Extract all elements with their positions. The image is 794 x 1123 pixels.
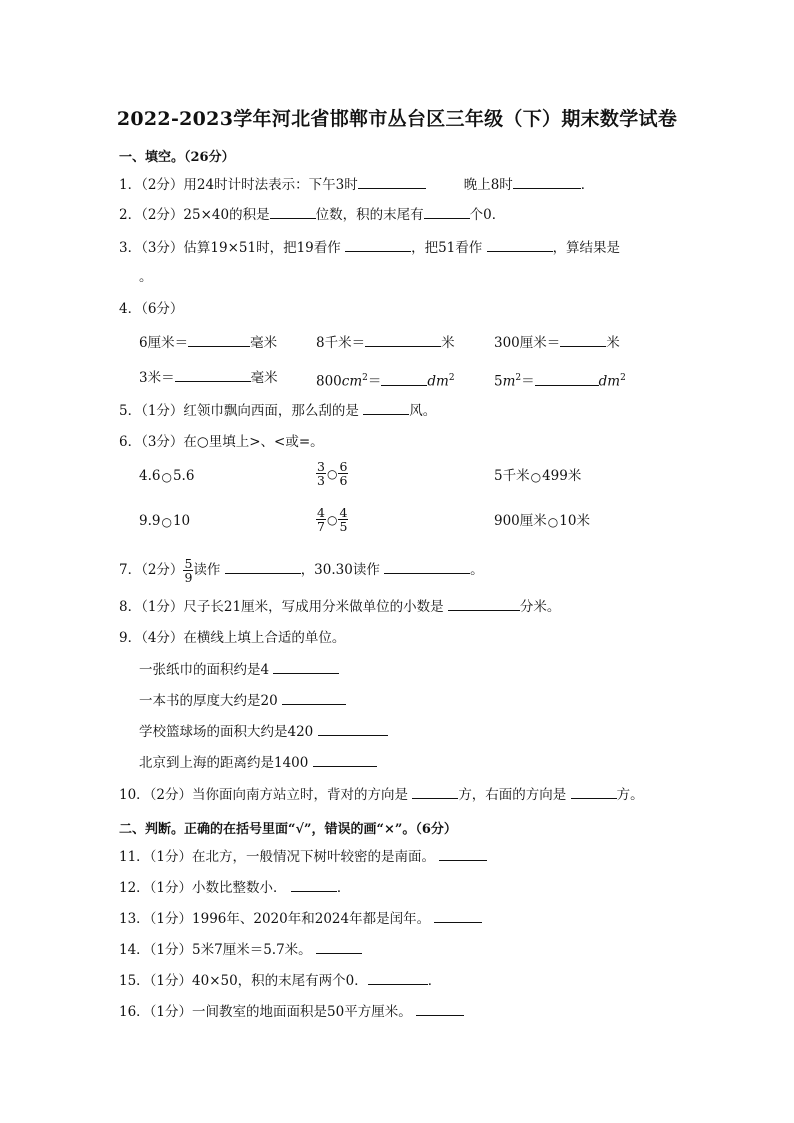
question-6: 6．（3分）在○里填上>、<或=。 (119, 434, 324, 450)
q9-item: 一张纸巾的面积约是4 (139, 661, 339, 679)
q6-compare-1: 4.6○5.6 (139, 468, 195, 484)
section-true-false-heading: 二、判断。正确的在括号里面“√”，错误的画“×”。（6分） (119, 822, 457, 837)
question-4: 4．（6分） (119, 301, 184, 317)
q6-compare-3: 5千米○499米 (494, 468, 582, 484)
answer-blank[interactable] (368, 972, 428, 985)
question-12: 12．（1分）小数比整数小． ． (119, 880, 351, 896)
compare-circle[interactable]: ○ (326, 466, 338, 481)
answer-blank[interactable] (291, 879, 337, 892)
answer-blank[interactable] (434, 910, 482, 923)
answer-blank[interactable] (318, 723, 388, 736)
compare-circle[interactable]: ○ (530, 469, 542, 484)
answer-blank[interactable] (439, 848, 487, 861)
question-10: 10．（2分）当你面向南方站立时，背对的方向是 方，右面的方向是 方。 (119, 787, 644, 803)
compare-circle[interactable]: ○ (547, 514, 559, 529)
q4-item-6: $5m^2= dm^2$ (494, 373, 626, 390)
answer-blank[interactable] (412, 786, 458, 799)
question-13: 13．（1分）1996年、2020年和2024年都是闰年。 (119, 910, 482, 928)
q9-item: 北京到上海的距离约是1400 (139, 754, 377, 772)
question-11: 11．（1分）在北方，一般情况下树叶较密的是南面。 (119, 848, 487, 866)
question-2: 2．（2分）25×40的积是 位数，积的末尾有 个0． (119, 207, 506, 223)
fraction: $\frac{4}{7}$ (317, 505, 325, 534)
fraction: $\frac{5}{9}$ (184, 556, 193, 585)
q4-item-4: 3米＝ 毫米 (139, 370, 278, 386)
answer-blank[interactable] (345, 239, 411, 252)
q6-compare-5 (316, 506, 348, 533)
answer-blank[interactable] (487, 239, 553, 252)
compare-circle[interactable]: ○ (326, 512, 338, 527)
question-5: 5．（1分）红领巾飘向西面，那么刮的是 风。 (119, 403, 437, 419)
question-15: 15．（1分）40×50，积的末尾有两个0． ． (119, 973, 442, 989)
q6-compare-4: 9.9○10 (139, 513, 191, 529)
question-3: 3．（3分）估算19×51时，把19看作 ，把51看作 ，算结果是 (119, 240, 621, 256)
fraction: $\frac{6}{6}$ (339, 459, 348, 488)
answer-blank[interactable] (416, 1003, 464, 1016)
question-7: 7．（2分） $\frac{5}{9}$ 读作 ，30.30读作 。 (119, 556, 484, 585)
q4-item-1: 6厘米＝ 毫米 (139, 335, 278, 351)
question-8: 8．（1分）尺子长21厘米，写成用分米做单位的小数是 分米。 (119, 599, 561, 615)
question-1: 1．（2分）用24时计时法表示：下午3时 晚上8时 ． (119, 177, 595, 193)
answer-blank[interactable] (365, 334, 441, 347)
section-fill-blank-heading: 一、填空。（26分） (119, 150, 235, 165)
answer-blank[interactable] (358, 176, 426, 189)
answer-blank[interactable] (175, 369, 251, 382)
answer-blank[interactable] (535, 373, 599, 386)
q9-item: 学校篮球场的面积大约是420 (139, 723, 388, 741)
exam-title: 2022-2023学年河北省邯郸市丛台区三年级（下）期末数学试卷 (116, 108, 678, 130)
q4-item-2: 8千米＝ 米 (316, 335, 455, 351)
answer-blank[interactable] (448, 598, 520, 611)
answer-blank[interactable] (273, 661, 339, 674)
q6-compare-6: 900厘米○10米 (494, 513, 590, 529)
question-16: 16．（1分）一间教室的地面面积是50平方厘米。 (119, 1003, 464, 1021)
answer-blank[interactable] (560, 334, 606, 347)
answer-blank[interactable] (384, 561, 470, 574)
question-9: 9．（4分）在横线上填上合适的单位。 (119, 630, 346, 646)
answer-blank[interactable] (424, 206, 470, 219)
answer-blank[interactable] (381, 373, 427, 386)
compare-circle[interactable]: ○ (161, 469, 172, 484)
answer-blank[interactable] (282, 692, 346, 705)
answer-blank[interactable] (571, 786, 617, 799)
answer-blank[interactable] (270, 206, 316, 219)
fraction: $\frac{3}{3}$ (317, 459, 325, 488)
answer-blank[interactable] (225, 561, 301, 574)
answer-blank[interactable] (363, 402, 409, 415)
answer-blank[interactable] (188, 334, 250, 347)
q9-item: 一本书的厚度大约是20 (139, 692, 346, 710)
q6-compare-2 (316, 460, 348, 487)
compare-circle[interactable]: ○ (161, 514, 172, 529)
q4-item-3: 300厘米＝ 米 (494, 335, 620, 351)
fraction: $\frac{4}{5}$ (339, 505, 348, 534)
answer-blank[interactable] (316, 941, 362, 954)
question-3-continuation: 。 (139, 269, 153, 285)
answer-blank[interactable] (313, 754, 377, 767)
answer-blank[interactable] (513, 176, 581, 189)
q4-item-5: $800cm^2= dm^2$ (316, 373, 455, 390)
question-14: 14．（1分）5米7厘米＝5.7米。 (119, 941, 362, 959)
